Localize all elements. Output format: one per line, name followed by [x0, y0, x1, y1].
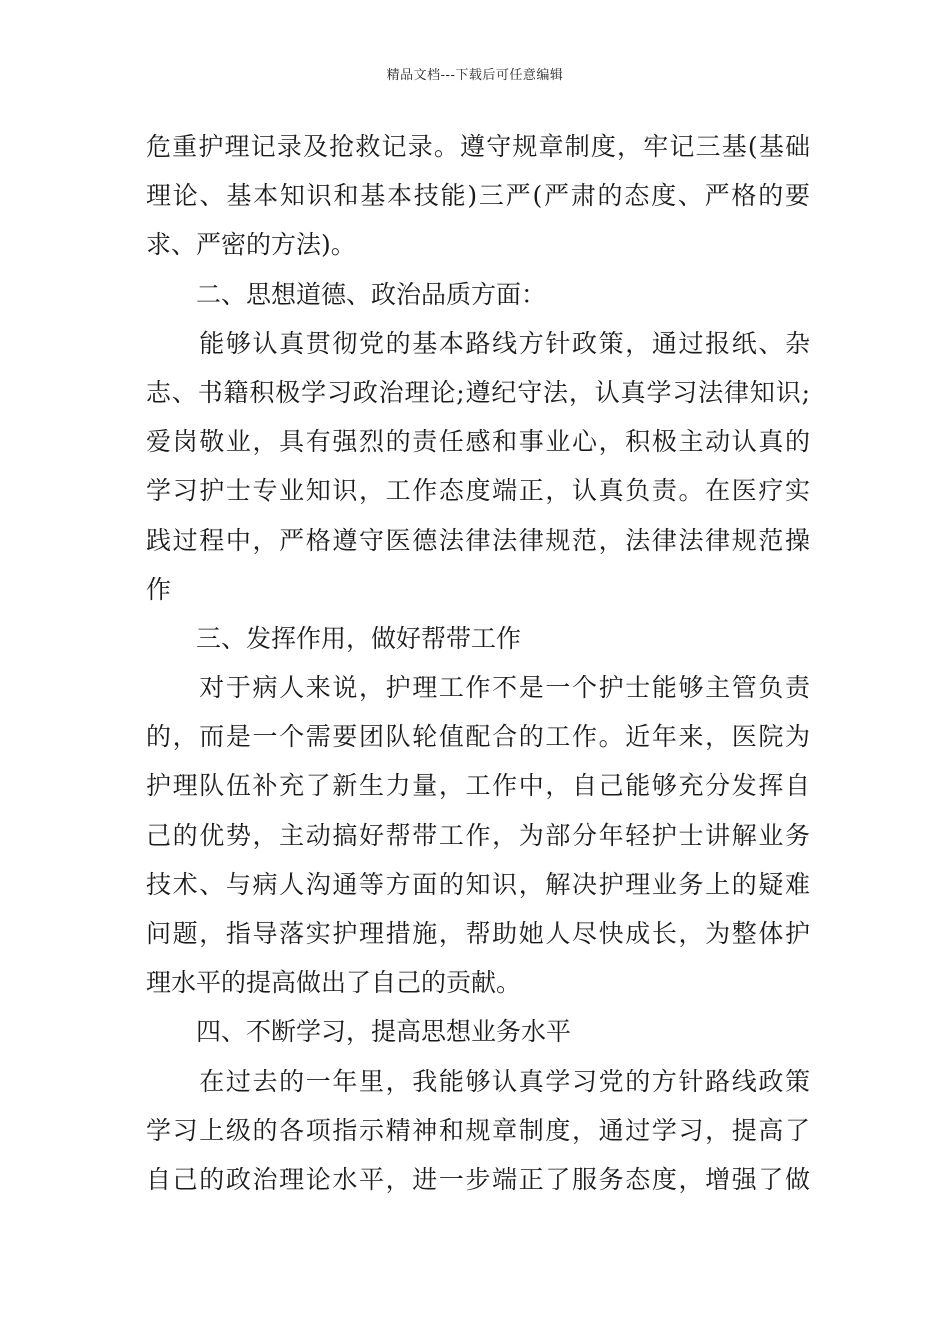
text-line: 护理队伍补充了新生力量，工作中，自己能够充分发挥自	[146, 771, 810, 801]
text-line: 作	[146, 574, 172, 604]
text-line: 对于病人来说，护理工作不是一个护士能够主管负责	[146, 673, 810, 703]
text-line: 自己的政治理论水平，进一步端正了服务态度，增强了做	[146, 1164, 810, 1194]
text-line: 技术、与病人沟通等方面的知识，解决护理业务上的疑难	[146, 869, 810, 899]
section-heading: 二、思想道德、政治品质方面：	[146, 279, 547, 309]
page-header: 精品文档---下载后可任意编辑	[386, 68, 564, 83]
text-line: 理水平的提高做出了自己的贡献。	[146, 968, 522, 998]
text-line: 学习护士专业知识，工作态度端正，认真负责。在医疗实	[146, 476, 810, 506]
text-line: 的，而是一个需要团队轮值配合的工作。近年来，医院为	[146, 722, 810, 752]
document-body	[146, 122, 810, 1204]
text-line: 学习上级的各项指示精神和规章制度，通过学习，提高了	[146, 1115, 810, 1145]
section-heading: 四、不断学习，提高思想业务水平	[146, 1017, 572, 1047]
text-line: 求、严密的方法)。	[146, 230, 356, 260]
text-line: 己的优势，主动搞好帮带工作，为部分年轻护士讲解业务	[146, 820, 810, 850]
text-line: 理论、基本知识和基本技能)三严(严肃的态度、严格的要	[146, 181, 810, 211]
text-line: 能够认真贯彻党的基本路线方针政策，通过报纸、杂	[146, 328, 810, 358]
section-heading: 三、发挥作用，做好帮带工作	[146, 623, 522, 653]
text-line: 志、书籍积极学习政治理论;遵纪守法，认真学习法律知识;	[146, 377, 810, 407]
text-line: 危重护理记录及抢救记录。遵守规章制度，牢记三基(基础	[146, 132, 810, 161]
text-line: 践过程中，严格遵守医德法律法律规范，法律法律规范操	[146, 525, 810, 555]
text-line: 爱岗敬业，具有强烈的责任感和事业心，积极主动认真的	[146, 427, 810, 457]
text-line: 问题，指导落实护理措施，帮助她人尽快成长，为整体护	[146, 919, 810, 948]
text-line: 在过去的一年里，我能够认真学习党的方针路线政策	[146, 1066, 810, 1096]
